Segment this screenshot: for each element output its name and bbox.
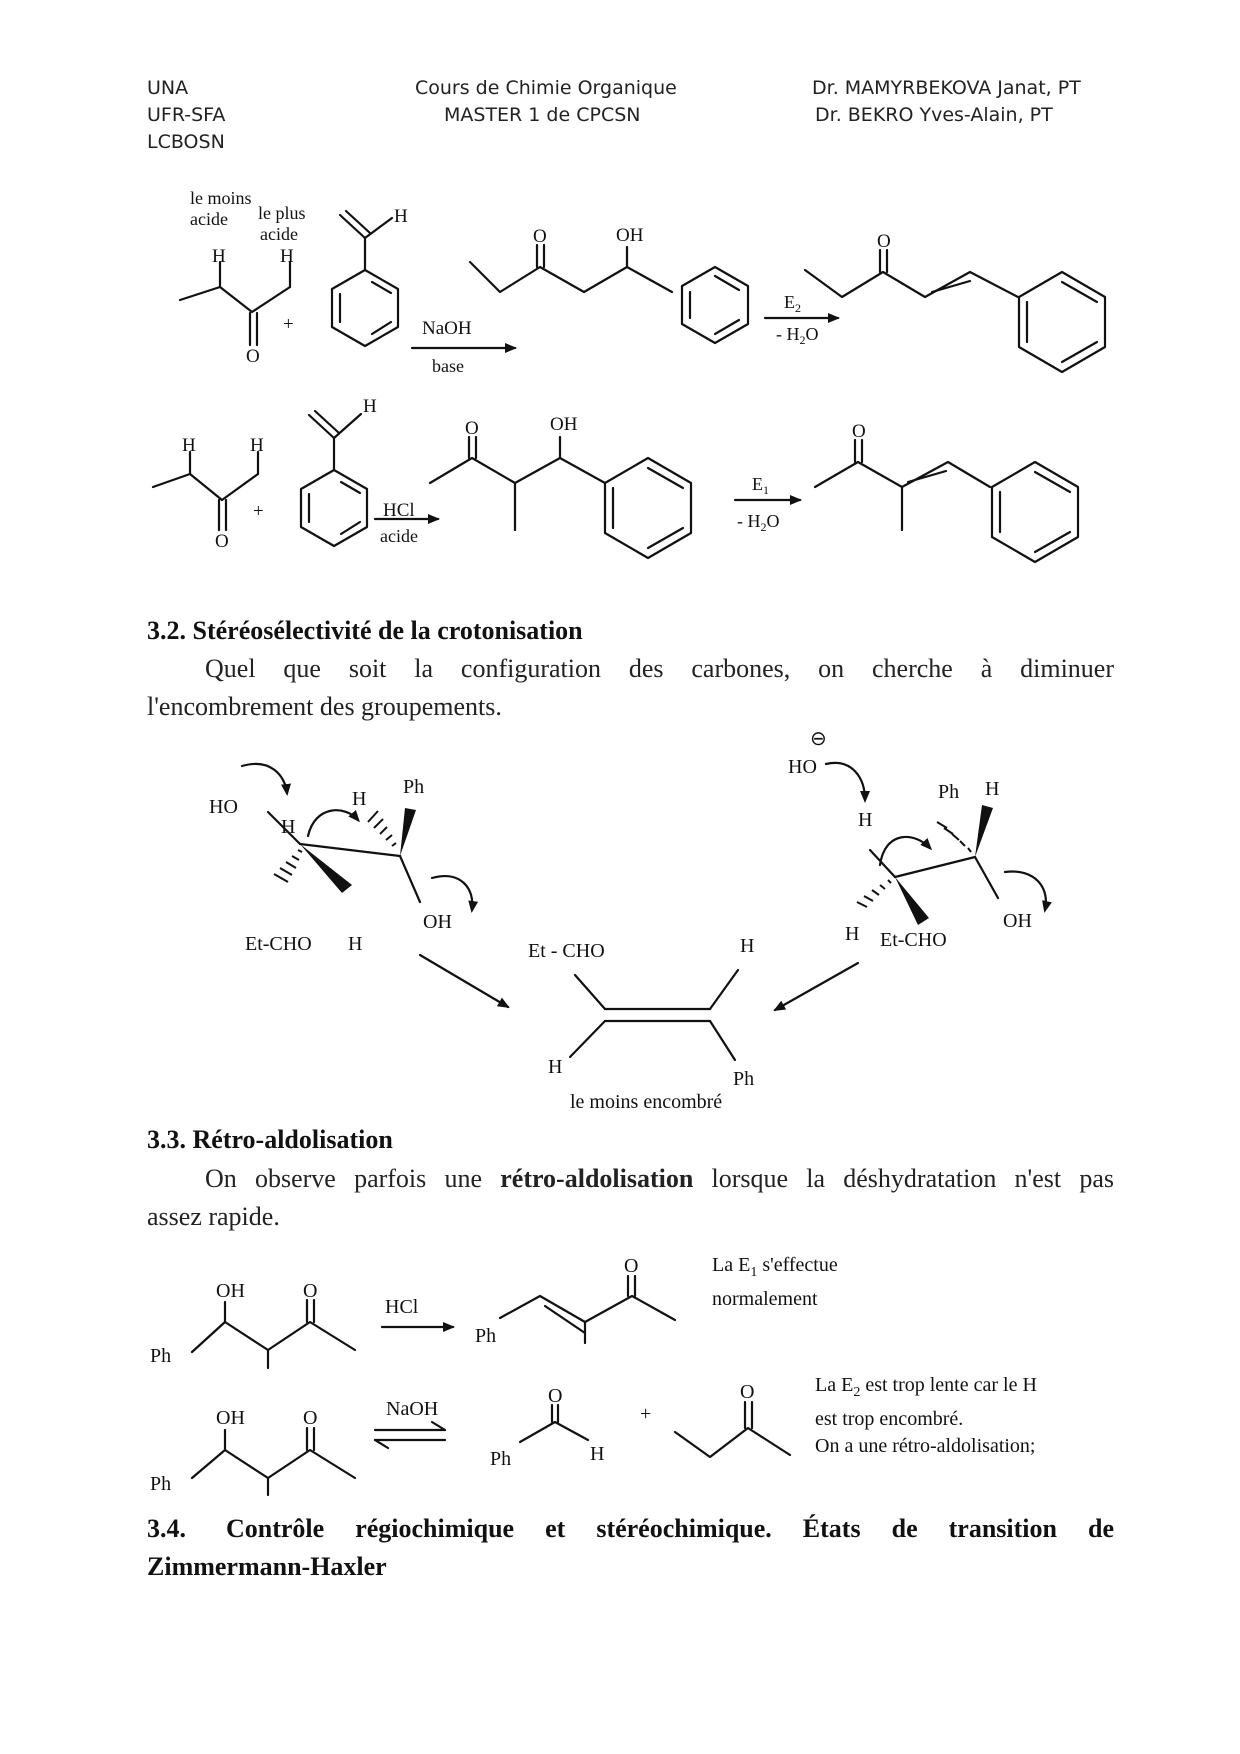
note-e2-sub: 2: [853, 1385, 861, 1400]
scheme1-benzaldehyde: [332, 211, 398, 346]
s4-acid-ph: Ph: [150, 1345, 172, 1367]
s4-butanone-o: O: [740, 1381, 755, 1403]
s2-o-enone: O: [852, 421, 866, 442]
s1-more-acidic-1: le plus: [258, 203, 306, 223]
s1-h-aldehyde: H: [394, 206, 408, 227]
s4-base-ph: Ph: [150, 1473, 172, 1495]
s3-right-minus: ⊖: [810, 728, 827, 750]
header-left-line-1: UNA: [147, 77, 189, 99]
header-course-title: Cours de Chimie Organique: [415, 77, 677, 99]
scheme3-left-wedge-h: [300, 844, 352, 893]
section-3-4-title-line-2: Zimmermann-Haxler: [147, 1552, 387, 1581]
section-3-4-title-text: Contrôle régiochimique et stéréochimique. États de transition de: [226, 1514, 1114, 1543]
section-3-2-title: 3.2. Stéréosélectivité de la crotonisation: [147, 616, 583, 645]
s2-h-2: H: [250, 435, 264, 456]
s2-water: - $H_2O$: [737, 511, 780, 534]
s3-left-h-bottom: H: [348, 933, 363, 955]
scheme2-ketone: [153, 452, 258, 530]
s3-left-etcho: Et-CHO: [245, 933, 312, 955]
s1-more-acidic-2: acide: [260, 224, 298, 244]
s3-left-ph: Ph: [403, 776, 425, 798]
note-e2-line-2: est trop encombré.: [815, 1408, 964, 1430]
s3-right-oh: OH: [1003, 910, 1032, 932]
header-left-line-2: UFR-SFA: [147, 104, 226, 126]
header-left-line-3: LCBOSN: [147, 131, 225, 153]
s4-benzaldehyde-ph: Ph: [490, 1448, 512, 1470]
s1-o-enone: O: [877, 231, 891, 252]
note-e1-sub: 1: [750, 1265, 758, 1280]
s4-plus: +: [640, 1403, 652, 1425]
s1-h-2: H: [280, 246, 294, 267]
s4-enone-o: O: [624, 1255, 639, 1277]
s4-benzaldehyde-h: H: [590, 1443, 605, 1465]
s4-enone-ph: Ph: [475, 1325, 497, 1347]
s1-water: - $H_2O$: [776, 324, 819, 347]
scheme3-left-wedge-ph: [400, 808, 416, 856]
s1-condition: base: [432, 356, 464, 376]
s4-acid-o: O: [303, 1280, 318, 1302]
s3-right-h-attacked: H: [858, 809, 873, 831]
scheme4-base-reactant: [192, 1428, 355, 1495]
s3-left-oh: OH: [423, 911, 452, 933]
section-3-3-text-after: lorsque la déshydratation n'est pas: [693, 1164, 1114, 1193]
s1-plus: +: [283, 314, 294, 335]
scheme1-ketone: [180, 262, 290, 345]
s4-base-reagent: NaOH: [386, 1398, 439, 1420]
s3-product-h-bottom: H: [548, 1056, 563, 1078]
s2-condition: acide: [380, 526, 418, 546]
scheme4-benzaldehyde: [520, 1405, 588, 1442]
s1-reagent: NaOH: [422, 318, 472, 339]
header-author-1: Dr. MAMYRBEKOVA Janat, PT: [812, 77, 1081, 99]
s4-acid-reagent: HCl: [385, 1296, 419, 1318]
s3-product-etcho: Et - CHO: [528, 940, 605, 962]
s2-reagent: HCl: [383, 500, 415, 521]
scheme4-butanone: [675, 1402, 790, 1457]
scheme4-equilibrium-arrows: [375, 1422, 445, 1448]
s2-plus: +: [253, 501, 264, 522]
s3-left-h-attacked: H: [281, 816, 296, 838]
s3-left-h-top: H: [352, 788, 367, 810]
scheme3-right-arrow: [775, 963, 858, 1010]
scheme2-aldol-product: [430, 437, 691, 558]
s1-o-product: O: [533, 226, 547, 247]
s2-h-aldehyde: H: [363, 396, 377, 417]
note-e2-post: est trop lente car le H: [860, 1374, 1037, 1396]
s2-o-product: O: [465, 418, 479, 439]
scheme3-right-wedge-h: [975, 805, 993, 857]
s3-left-ho: HO: [209, 796, 238, 818]
header-author-2: Dr. BEKRO Yves-Alain, PT: [815, 104, 1053, 126]
note-e1-line-2: normalement: [712, 1288, 818, 1310]
s1-less-acidic-2: acide: [190, 209, 228, 229]
scheme1-enone-product: [805, 250, 1105, 372]
scheme2-enone-product: [815, 440, 1078, 562]
scheme4-acid-reactant: [192, 1300, 355, 1368]
s3-product-h-top: H: [740, 935, 755, 957]
s3-product-ph: Ph: [733, 1068, 755, 1090]
s2-elimination: $E_1$: [752, 474, 769, 497]
s1-oh-product: OH: [616, 225, 644, 246]
section-3-3-text-before: On observe parfois une: [205, 1164, 501, 1193]
s4-base-o: O: [303, 1407, 318, 1429]
scheme3-left-conformer: [242, 764, 472, 910]
scheme4-enone-product: [500, 1276, 675, 1343]
section-3-2-line-2: l'encombrement des groupements.: [147, 692, 502, 721]
section-3-3-title: 3.3. Rétro-aldolisation: [147, 1125, 393, 1154]
s1-elimination: $E_2$: [784, 292, 801, 315]
s3-right-h-top: H: [985, 778, 1000, 800]
section-3-4-number: 3.4.: [147, 1514, 186, 1543]
header-course-level: MASTER 1 de CPCSN: [444, 104, 641, 126]
s2-oh-product: OH: [550, 414, 578, 435]
section-3-3-bold-term: rétro-aldolisation: [500, 1164, 694, 1193]
s4-benzaldehyde-o: O: [548, 1385, 563, 1407]
note-e1-post: s'effectue: [757, 1254, 838, 1276]
section-3-3-line-2: assez rapide.: [147, 1202, 280, 1231]
s2-o-ketone: O: [215, 531, 229, 552]
s1-o-ketone: O: [246, 346, 260, 367]
note-e1-pre: La E: [712, 1254, 751, 1276]
note-e2-pre: La E: [815, 1374, 854, 1396]
section-3-2-line-1: Quel que soit la configuration des carbones, on cherche à diminuer: [205, 654, 1114, 683]
scheme3-right-conformer: [826, 763, 1046, 910]
scheme1-aldol-product: [470, 245, 748, 343]
note-e2-line-3: On a une rétro-aldolisation;: [815, 1435, 1036, 1457]
s3-caption: le moins encombré: [570, 1091, 723, 1113]
s4-acid-oh: OH: [216, 1280, 245, 1302]
s3-right-ph: Ph: [938, 781, 960, 803]
s2-h-1: H: [182, 435, 196, 456]
scheme2-benzaldehyde: [301, 411, 367, 546]
scheme3-alkene-product: [570, 970, 738, 1060]
s3-right-etcho: Et-CHO: [880, 929, 947, 951]
s1-less-acidic-1: le moins: [190, 188, 252, 208]
scheme3-left-arrow: [420, 955, 508, 1007]
s3-right-h-bottom: H: [845, 923, 860, 945]
s3-right-ho: HO: [788, 756, 817, 778]
s4-base-oh: OH: [216, 1407, 245, 1429]
scheme3-right-wedge-chO: [895, 877, 929, 925]
s1-h-1: H: [212, 246, 226, 267]
